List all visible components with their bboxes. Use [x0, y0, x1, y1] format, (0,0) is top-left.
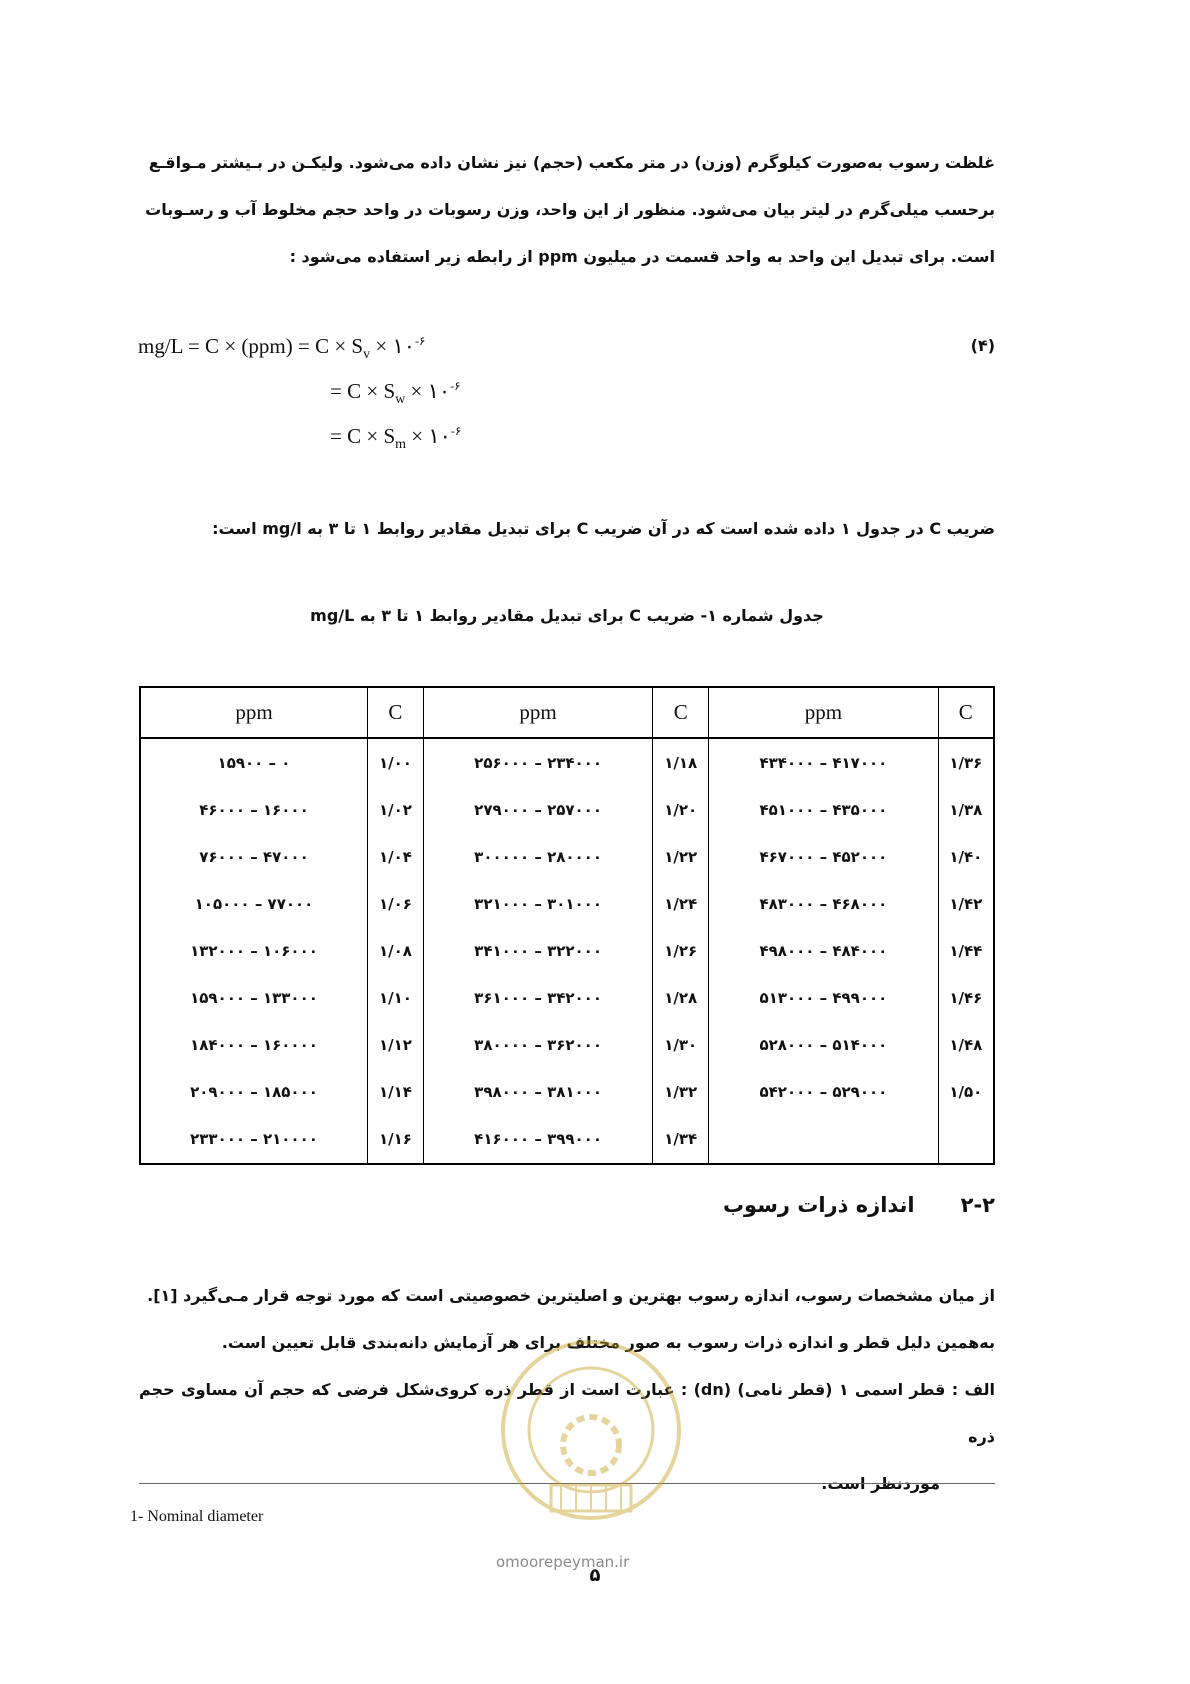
table-row: [140, 786, 994, 833]
header-ppm: ppm: [709, 687, 938, 738]
table-cell-c: ۱/۰۴: [368, 833, 424, 880]
footnote: 1- Nominal diameter: [130, 1508, 264, 1525]
intro-line: برحسب میلی‌گرم در لیتر بیان می‌شود. منظور از این واحد، وزن رسوبات در واحد حجم مخلوط آب و رسـوبات: [145, 200, 995, 219]
header-ppm: ppm: [140, 687, 368, 738]
table-cell-ppm: ۳۰۱۰۰۰ – ۳۲۱۰۰۰: [423, 880, 652, 927]
table-cell-ppm: ۴۶۸۰۰۰ – ۴۸۳۰۰۰: [709, 880, 938, 927]
table-row: [140, 1115, 994, 1164]
table-cell-c: ۱/۳۴: [653, 1115, 709, 1164]
equation-line-1: $mg/L = C \times (ppm) = C \times S_v$ × $۱۰^{-۶}$: [138, 334, 426, 363]
table-cell-ppm: ۱۳۳۰۰۰ – ۱۵۹۰۰۰: [140, 974, 368, 1021]
table-row: [140, 974, 994, 1021]
body-line: موردنظر است.: [821, 1474, 940, 1493]
table-cell-c: ۱/۱۶: [368, 1115, 424, 1164]
section-number: ۲-۲: [960, 1193, 995, 1217]
table-row: [140, 833, 994, 880]
table-cell-c: [938, 1115, 994, 1164]
header-c: C: [653, 687, 709, 738]
table-cell-ppm: ۷۷۰۰۰ – ۱۰۵۰۰۰: [140, 880, 368, 927]
table-cell-c: ۱/۴۲: [938, 880, 994, 927]
table-cell-c: ۱/۵۰: [938, 1068, 994, 1115]
table-cell-ppm: ۱۶۰۰۰۰ – ۱۸۴۰۰۰: [140, 1021, 368, 1068]
table-cell-c: ۱/۳۸: [938, 786, 994, 833]
table-cell-ppm: ۰ – ۱۵۹۰۰: [140, 738, 368, 786]
intro-line: است. برای تبدیل این واحد به واحد قسمت در میلیون ppm از رابطه زیر استفاده می‌شود :: [289, 247, 995, 266]
table-cell-ppm: ۲۳۴۰۰۰ – ۲۵۶۰۰۰: [423, 738, 652, 786]
table-cell-ppm: ۲۱۰۰۰۰ – ۲۳۳۰۰۰: [140, 1115, 368, 1164]
table-cell-c: ۱/۴۰: [938, 833, 994, 880]
table-caption: جدول شماره ۱- ضریب C برای تبدیل مقادیر روابط ۱ تا ۳ به mg/L: [310, 606, 824, 625]
table-cell-c: ۱/۰۸: [368, 927, 424, 974]
header-ppm: ppm: [423, 687, 652, 738]
table-cell-ppm: ۱۸۵۰۰۰ – ۲۰۹۰۰۰: [140, 1068, 368, 1115]
page-number: ۵: [589, 1565, 601, 1586]
equation-number: (۴): [970, 336, 995, 355]
equation-line-3: = $C \times S_m$ × $۱۰^{-۶}$: [330, 424, 462, 453]
table-cell-ppm: ۵۱۴۰۰۰ – ۵۲۸۰۰۰: [709, 1021, 938, 1068]
table-cell-ppm: ۴۳۵۰۰۰ – ۴۵۱۰۰۰: [709, 786, 938, 833]
table-body: [140, 738, 994, 1164]
table-cell-ppm: ۳۶۲۰۰۰ – ۳۸۰۰۰۰: [423, 1021, 652, 1068]
equation-line-2: = $C \times S_w$ × $۱۰^{-۶}$: [330, 379, 461, 408]
table-cell-ppm: ۱۰۶۰۰۰ – ۱۳۲۰۰۰: [140, 927, 368, 974]
table-cell-ppm: ۲۸۰۰۰۰ – ۳۰۰۰۰۰: [423, 833, 652, 880]
table-row: [140, 880, 994, 927]
watermark-text: omoorepeyman.ir: [496, 1553, 630, 1571]
table-cell-ppm: ۳۹۹۰۰۰ – ۴۱۶۰۰۰: [423, 1115, 652, 1164]
table-cell-c: ۱/۱۲: [368, 1021, 424, 1068]
table-cell-ppm: ۳۲۲۰۰۰ – ۳۴۱۰۰۰: [423, 927, 652, 974]
table-cell-c: ۱/۴۶: [938, 974, 994, 1021]
intro-paragraph: [139, 139, 995, 280]
table-cell-ppm: ۴۵۲۰۰۰ – ۴۶۷۰۰۰: [709, 833, 938, 880]
table-cell-ppm: ۴۸۴۰۰۰ – ۴۹۸۰۰۰: [709, 927, 938, 974]
intro-line: غلظت رسوب به‌صورت کیلوگرم (وزن) در متر مکعب (حجم) نیز نشان داده می‌شود. ولیکـن در بـیشتر مـواقـع: [148, 153, 995, 172]
table-cell-c: ۱/۰۶: [368, 880, 424, 927]
header-c: C: [938, 687, 994, 738]
table-cell-c: ۱/۲۶: [653, 927, 709, 974]
section-heading: [723, 1193, 995, 1217]
watermark-seal-icon: [496, 1335, 686, 1549]
table-cell-ppm: ۱۶۰۰۰ – ۴۶۰۰۰: [140, 786, 368, 833]
table-cell-c: ۱/۲۲: [653, 833, 709, 880]
table-cell-c: ۱/۰۲: [368, 786, 424, 833]
table-intro: ضریب C در جدول ۱ داده شده است که در آن ضریب C برای تبدیل مقادیر روابط ۱ تا ۳ به mg/l است:: [212, 519, 995, 538]
body-line: الف : قطر اسمی ۱ (قطر نامی) (dn) : عبارت است از قطر ذره کروی‌شکل فرضی که حجم آن مساوی حجم ذره: [139, 1380, 996, 1446]
table-row: [140, 738, 994, 786]
body-line: به‌همین دلیل قطر و اندازه ذرات رسوب به صور مختلف برای هر آزمایش دانه‌بندی قابل تعیین است.: [221, 1333, 995, 1352]
table-cell-ppm: ۵۲۹۰۰۰ – ۵۴۲۰۰۰: [709, 1068, 938, 1115]
table-cell-c: ۱/۳۶: [938, 738, 994, 786]
body-line: از میان مشخصات رسوب، اندازه رسوب بهترین و اصلیترین خصوصیتی است که مورد توجه قرار مـی‌گیرد [۱].: [147, 1286, 995, 1305]
table-cell-c: ۱/۱۴: [368, 1068, 424, 1115]
table-cell-ppm: ۳۴۲۰۰۰ – ۳۶۱۰۰۰: [423, 974, 652, 1021]
table-cell-ppm: ۴۹۹۰۰۰ – ۵۱۳۰۰۰: [709, 974, 938, 1021]
table-cell-ppm: ۳۸۱۰۰۰ – ۳۹۸۰۰۰: [423, 1068, 652, 1115]
table-cell-c: ۱/۱۰: [368, 974, 424, 1021]
table-row: [140, 1021, 994, 1068]
table-cell-c: ۱/۴۸: [938, 1021, 994, 1068]
table-cell-ppm: ۴۱۷۰۰۰ – ۴۳۴۰۰۰: [709, 738, 938, 786]
header-c: C: [368, 687, 424, 738]
table-row: [140, 927, 994, 974]
conversion-table: [139, 686, 995, 1165]
table-cell-c: ۱/۴۴: [938, 927, 994, 974]
table-cell-ppm: [709, 1115, 938, 1164]
table-cell-ppm: ۴۷۰۰۰ – ۷۶۰۰۰: [140, 833, 368, 880]
table-cell-c: ۱/۲۴: [653, 880, 709, 927]
table-cell-ppm: ۲۵۷۰۰۰ – ۲۷۹۰۰۰: [423, 786, 652, 833]
table-cell-c: ۱/۰۰: [368, 738, 424, 786]
section-title: اندازه ذرات رسوب: [722, 1193, 915, 1217]
table-header-row: [140, 687, 994, 738]
table-cell-c: ۱/۲۰: [653, 786, 709, 833]
table-cell-c: ۱/۱۸: [653, 738, 709, 786]
table-cell-c: ۱/۳۲: [653, 1068, 709, 1115]
table-cell-c: ۱/۳۰: [653, 1021, 709, 1068]
table-cell-c: ۱/۲۸: [653, 974, 709, 1021]
table-row: [140, 1068, 994, 1115]
